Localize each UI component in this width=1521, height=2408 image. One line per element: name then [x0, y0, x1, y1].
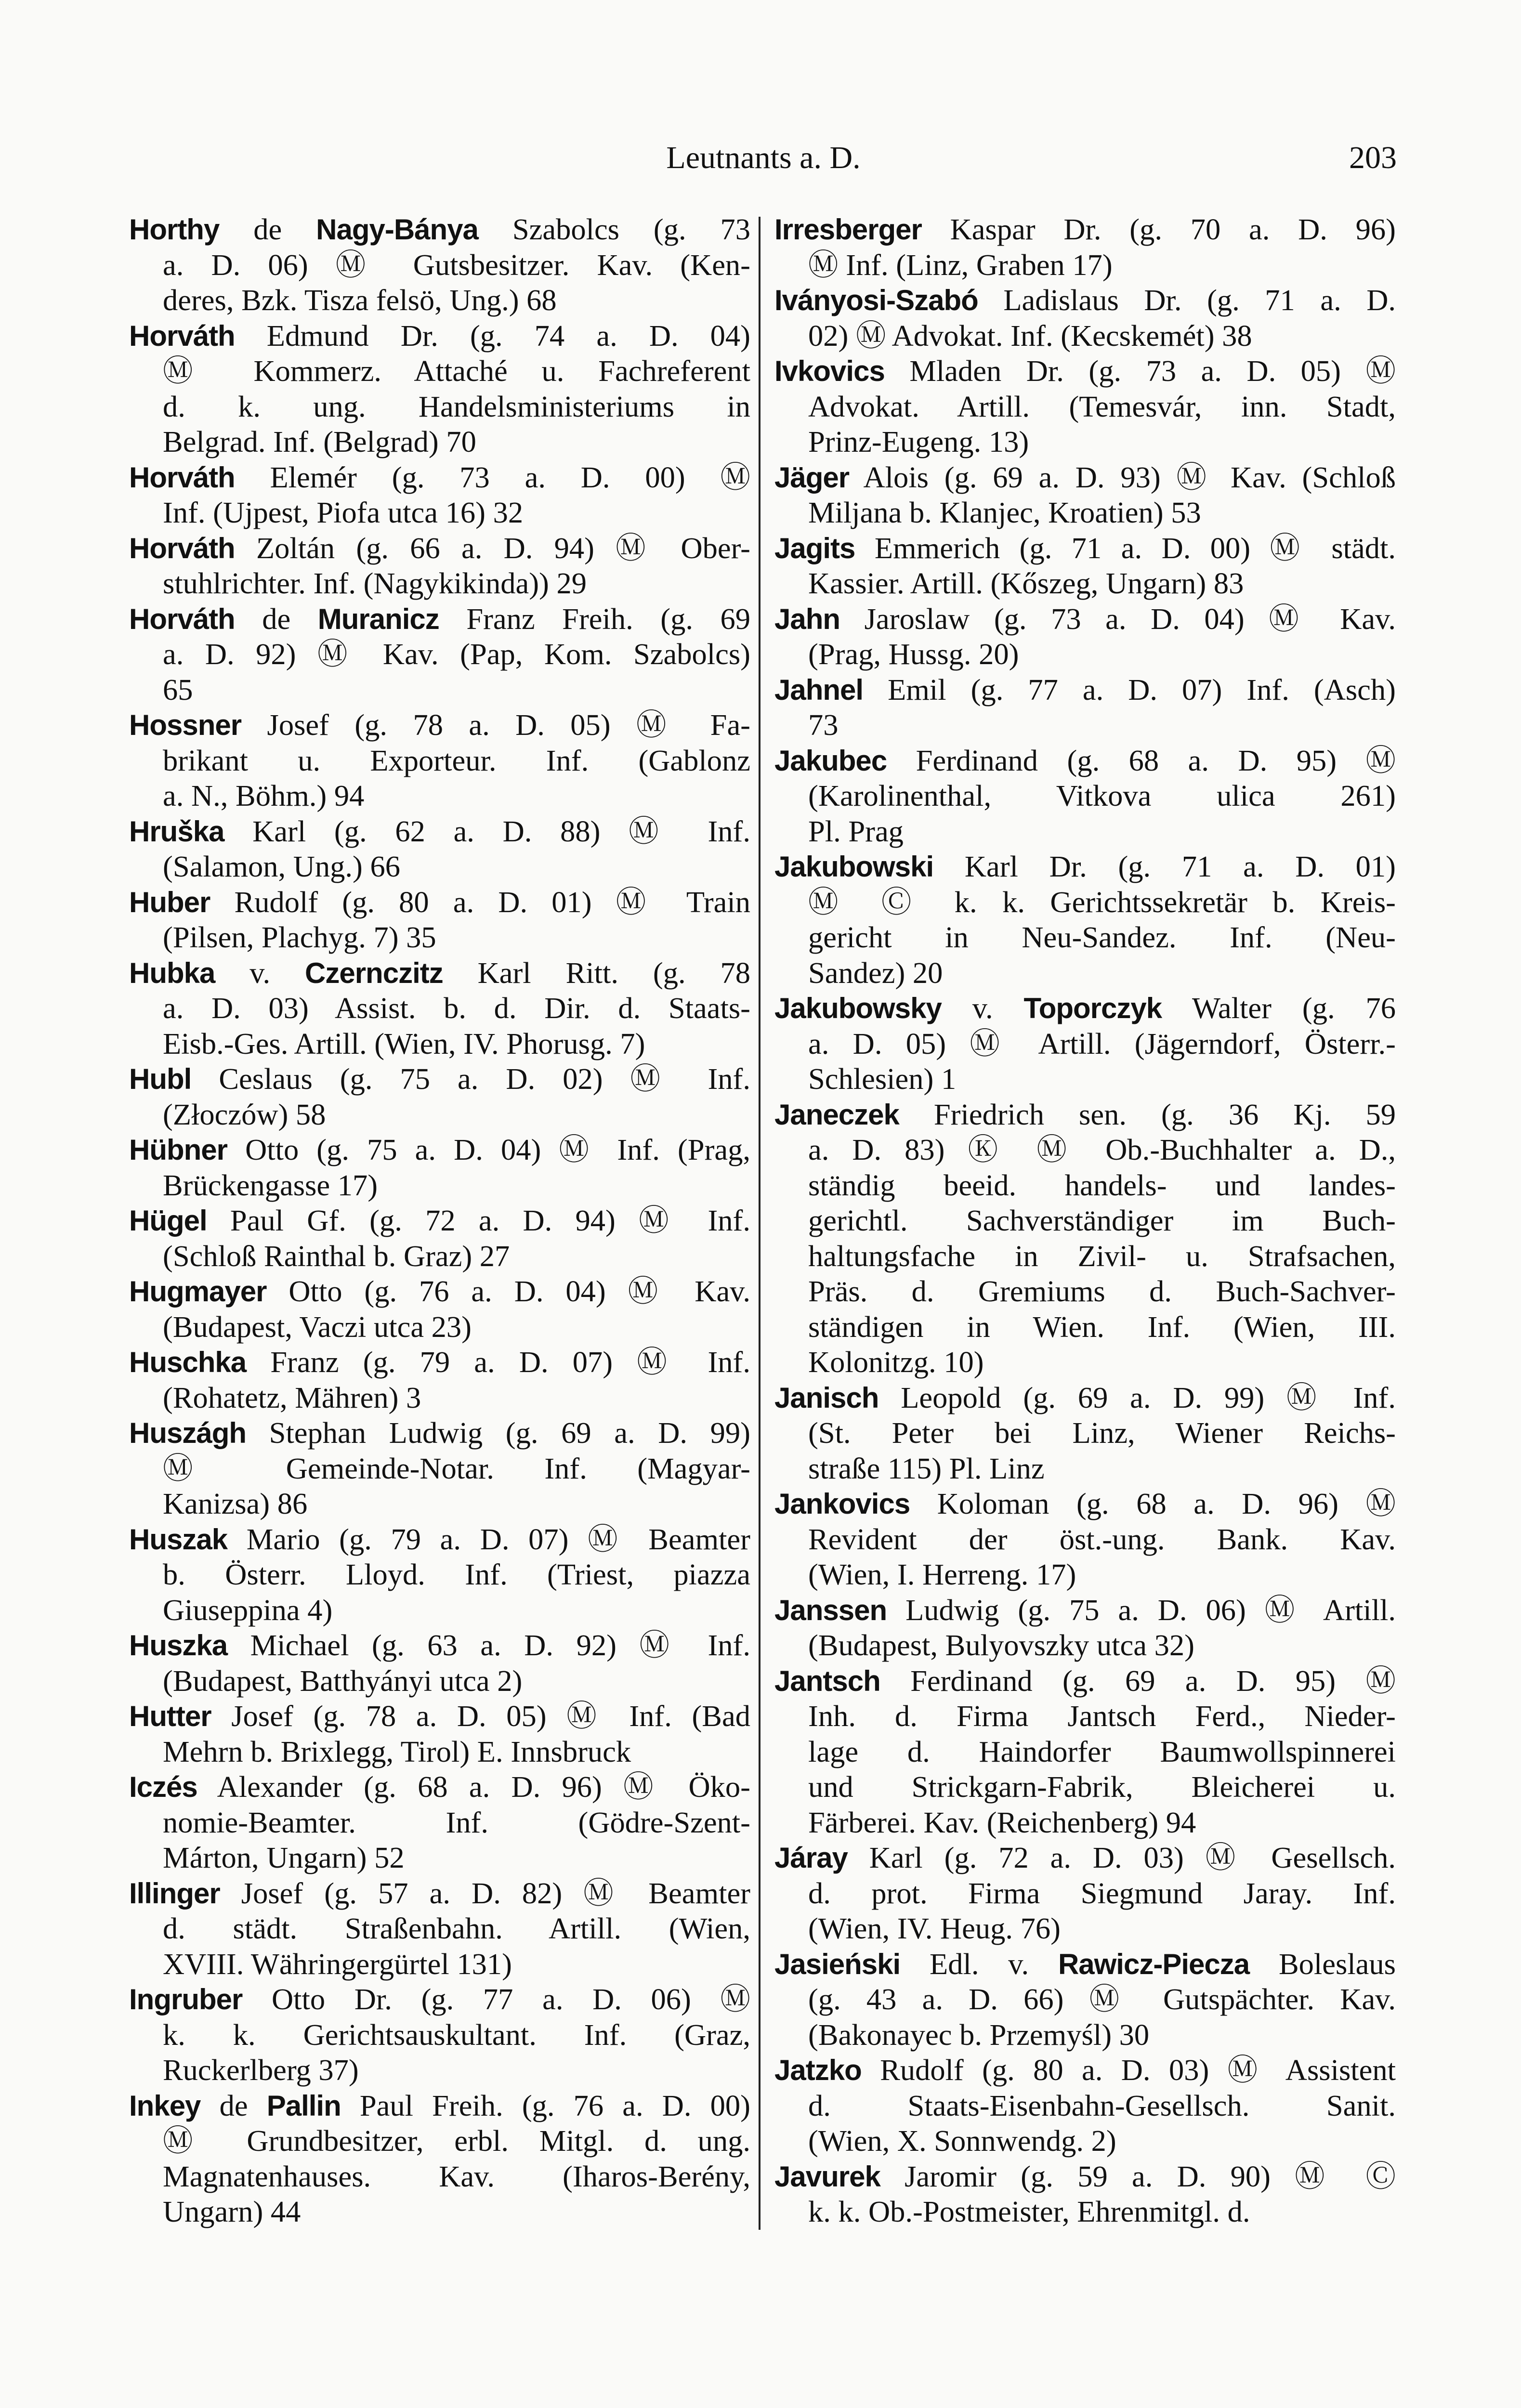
entry-line: Iványosi-Szabó Ladislaus Dr. (g. 71 a. D.	[774, 283, 1396, 317]
entry-line: a. D. 05) Ⓜ Artill. (Jägerndorf, Österr.-	[808, 1026, 1396, 1060]
entry-line: (Bakonayec b. Przemyśl) 30	[808, 2017, 1150, 2052]
entry-line: Ivkovics Mladen Dr. (g. 73 a. D. 05) Ⓜ	[774, 354, 1396, 388]
entry-line: Javurek Jaromir (g. 59 a. D. 90) Ⓜ Ⓒ	[774, 2159, 1396, 2193]
directory-entry	[774, 531, 1396, 602]
entry-surname: Iczés	[129, 1771, 197, 1803]
entry-line: straße 115) Pl. Linz	[808, 1451, 1045, 1485]
entry-line: (Budapest, Vaczi utca 23)	[163, 1309, 472, 1344]
entry-line: ständig beeid. handels- und landes-	[808, 1168, 1396, 1202]
entry-line: Hruška Karl (g. 62 a. D. 88) Ⓜ Inf.	[129, 814, 750, 848]
entry-surname: Jakubowski	[774, 851, 934, 883]
entry-surname: Irresberger	[774, 213, 922, 246]
entry-line: 65	[163, 672, 193, 707]
entry-line: (g. 43 a. D. 66) Ⓜ Gutspächter. Kav.	[808, 1982, 1396, 2016]
entry-line: Huszak Mario (g. 79 a. D. 07) Ⓜ Beamter	[129, 1522, 750, 1556]
entry-line: d. prot. Firma Siegmund Jaray. Inf.	[808, 1876, 1396, 1910]
directory-entry	[774, 1097, 1396, 1380]
directory-entry	[129, 1699, 750, 1769]
entry-line: Inkey de Pallin Paul Freih. (g. 76 a. D. 00)	[129, 2088, 750, 2122]
entry-line: k. k. Ob.-Postmeister, Ehrenmitgl. d.	[808, 2195, 1250, 2228]
entry-surname: Horváth	[129, 532, 235, 564]
directory-entry	[129, 707, 750, 814]
directory-entry	[774, 991, 1396, 1097]
entry-line: Ingruber Otto Dr. (g. 77 a. D. 06) Ⓜ	[129, 1982, 750, 2016]
entry-line: Inh. d. Firma Jantsch Ferd., Nieder-	[808, 1699, 1396, 1733]
directory-entry	[774, 602, 1396, 672]
entry-line: ständigen in Wien. Inf. (Wien, III.	[808, 1309, 1396, 1344]
entry-surname: Hubl	[129, 1063, 192, 1095]
left-column	[129, 212, 750, 2230]
entry-line: Hubka v. Czernczitz Karl Ritt. (g. 78	[129, 955, 750, 990]
entry-line: (Rohatetz, Mähren) 3	[163, 1380, 421, 1414]
entry-line: Präs. d. Gremiums d. Buch-Sachver-	[808, 1274, 1396, 1308]
entry-line: (Budapest, Bulyovszky utca 32)	[808, 1628, 1194, 1662]
entry-line: d. Staats-Eisenbahn-Gesellsch. Sanit.	[808, 2088, 1396, 2122]
directory-entry	[774, 353, 1396, 460]
entry-line: Horváth Edmund Dr. (g. 74 a. D. 04)	[129, 318, 750, 353]
entry-line: Inf. (Ujpest, Piofa utca 16) 32	[163, 496, 524, 529]
entry-line: Kanizsa) 86	[163, 1487, 308, 1520]
entry-surname: Hübner	[129, 1134, 227, 1166]
directory-entry	[129, 1061, 750, 1132]
entry-line: Márton, Ungarn) 52	[163, 1841, 405, 1874]
entry-surname: Jakubowsky	[774, 992, 942, 1024]
entry-line: d. städt. Straßenbahn. Artill. (Wien,	[163, 1911, 750, 1945]
directory-entry	[129, 1203, 750, 1274]
directory-entry	[774, 2053, 1396, 2159]
entry-line: Iczés Alexander (g. 68 a. D. 96) Ⓜ Öko-	[129, 1770, 750, 1804]
entry-line: Schlesien) 1	[808, 1062, 957, 1096]
entry-line: Sandez) 20	[808, 955, 943, 990]
directory-entry	[129, 1132, 750, 1203]
entry-line: nomie-Beamter. Inf. (Gödre-Szent-	[163, 1805, 750, 1839]
directory-entry	[129, 1274, 750, 1345]
entry-line: (Karolinenthal, Vitkova ulica 261)	[808, 779, 1396, 812]
entry-line: a. D. 92) Ⓜ Kav. (Pap, Kom. Szabolcs)	[163, 637, 750, 671]
entry-surname: Nagy-Bánya	[316, 213, 478, 246]
entry-line: (Pilsen, Plachyg. 7) 35	[163, 920, 436, 954]
entry-line: Janisch Leopold (g. 69 a. D. 99) Ⓜ Inf.	[774, 1380, 1396, 1414]
header-title: Leutnants a. D.	[666, 140, 861, 175]
entry-surname: Huszka	[129, 1629, 228, 1662]
entry-surname: Janisch	[774, 1381, 879, 1414]
column-divider	[759, 217, 760, 2230]
entry-line: (Wien, X. Sonnwendg. 2)	[808, 2124, 1116, 2158]
directory-entry	[774, 1663, 1396, 1841]
directory-entry	[129, 1769, 750, 1876]
directory-entry	[129, 955, 750, 1062]
entry-line: gericht in Neu-Sandez. Inf. (Neu-	[808, 920, 1396, 954]
entry-line: Advokat. Artill. (Temesvár, inn. Stadt,	[808, 389, 1396, 423]
directory-entry	[774, 849, 1396, 991]
directory-entry	[774, 1380, 1396, 1487]
entry-line: (Schloß Rainthal b. Graz) 27	[163, 1239, 510, 1273]
directory-entry	[774, 460, 1396, 531]
entry-line: Jäger Alois (g. 69 a. D. 93) Ⓜ Kav. (Schloß	[774, 460, 1396, 494]
directory-entry	[129, 1982, 750, 2088]
entry-line: a. D. 06) Ⓜ Gutsbesitzer. Kav. (Ken-	[163, 248, 750, 282]
entry-line: Ruckerlberg 37)	[163, 2053, 359, 2087]
directory-entry	[774, 212, 1396, 283]
directory-entry	[129, 1522, 750, 1628]
entry-surname: Jatzko	[774, 2054, 862, 2086]
entry-line: Hutter Josef (g. 78 a. D. 05) Ⓜ Inf. (Bad	[129, 1699, 750, 1733]
entry-line: Jahnel Emil (g. 77 a. D. 07) Inf. (Asch)	[774, 672, 1396, 707]
entry-surname: Janssen	[774, 1594, 887, 1626]
entry-line: Huszka Michael (g. 63 a. D. 92) Ⓜ Inf.	[129, 1628, 750, 1662]
entry-surname: Hossner	[129, 709, 242, 741]
entry-surname: Huszak	[129, 1523, 228, 1556]
entry-line: Revident der öst.-ung. Bank. Kav.	[808, 1522, 1396, 1556]
entry-surname: Czernczitz	[305, 956, 443, 989]
entry-surname: Illinger	[129, 1877, 220, 1910]
entry-line: Pl. Prag	[808, 814, 904, 848]
entry-surname: Jagits	[774, 532, 855, 564]
directory-entry	[774, 672, 1396, 743]
entry-surname: Hugmayer	[129, 1275, 267, 1308]
entry-line: Mehrn b. Brixlegg, Tirol) E. Innsbruck	[163, 1734, 631, 1768]
right-column	[774, 212, 1396, 2230]
entry-line: Belgrad. Inf. (Belgrad) 70	[163, 425, 476, 458]
directory-entry	[774, 1840, 1396, 1947]
entry-line: Giuseppina 4)	[163, 1593, 333, 1627]
directory-entry	[129, 1876, 750, 1982]
entry-line: Hübner Otto (g. 75 a. D. 04) Ⓜ Inf. (Prag,	[129, 1133, 750, 1166]
directory-entry	[129, 1415, 750, 1522]
entry-line: Ⓜ Gemeinde-Notar. Inf. (Magyar-	[163, 1451, 750, 1485]
entry-line: 73	[808, 708, 839, 742]
directory-entry	[774, 2159, 1396, 2230]
entry-line: Brückengasse 17)	[163, 1168, 378, 1202]
entry-surname: Rawicz-Piecza	[1058, 1948, 1250, 1980]
entry-line: (Złoczów) 58	[163, 1097, 326, 1131]
directory-entry	[129, 531, 750, 602]
entry-surname: Hügel	[129, 1204, 207, 1237]
entry-line: (Wien, I. Herreng. 17)	[808, 1557, 1076, 1591]
entry-line: a. N., Böhm.) 94	[163, 779, 365, 812]
entry-surname: Jankovics	[774, 1488, 910, 1520]
entry-line: Ungarn) 44	[163, 2195, 301, 2228]
entry-line: Hossner Josef (g. 78 a. D. 05) Ⓜ Fa-	[129, 708, 750, 742]
entry-surname: Horváth	[129, 602, 235, 635]
entry-line: a. D. 83) Ⓚ Ⓜ Ob.-Buchhalter a. D.,	[808, 1133, 1396, 1166]
directory-entry	[774, 283, 1396, 353]
entry-line: XVIII. Währingergürtel 131)	[163, 1947, 512, 1981]
entry-line: brikant u. Exporteur. Inf. (Gablonz	[163, 743, 750, 777]
entry-line: Huber Rudolf (g. 80 a. D. 01) Ⓜ Train	[129, 885, 750, 919]
entry-surname: Inkey	[129, 2089, 201, 2122]
entry-line: Ⓜ Grundbesitzer, erbl. Mitgl. d. ung.	[163, 2124, 750, 2158]
entry-line: Huschka Franz (g. 79 a. D. 07) Ⓜ Inf.	[129, 1345, 750, 1379]
entry-line: Jankovics Koloman (g. 68 a. D. 96) Ⓜ	[774, 1487, 1396, 1520]
directory-entry	[774, 1947, 1396, 2053]
entry-surname: Toporczyk	[1023, 992, 1162, 1024]
entry-line: (Wien, IV. Heug. 76)	[808, 1911, 1061, 1945]
entry-line: Jantsch Ferdinand (g. 69 a. D. 95) Ⓜ	[774, 1663, 1396, 1698]
entry-line: Járay Karl (g. 72 a. D. 03) Ⓜ Gesellsch.	[774, 1841, 1396, 1874]
entry-line: Jagits Emmerich (g. 71 a. D. 00) Ⓜ städt.	[774, 531, 1396, 565]
entry-line: Ⓜ Ⓒ k. k. Gerichtssekretär b. Kreis-	[808, 885, 1396, 919]
entry-line: (Salamon, Ung.) 66	[163, 850, 400, 883]
entry-surname: Horváth	[129, 461, 235, 494]
entry-line: Jakubec Ferdinand (g. 68 a. D. 95) Ⓜ	[774, 743, 1396, 777]
running-header	[130, 140, 1397, 188]
directory-entry	[129, 460, 750, 531]
entry-line: Janssen Ludwig (g. 75 a. D. 06) Ⓜ Artill.	[774, 1593, 1396, 1627]
entry-line: Jakubowsky v. Toporczyk Walter (g. 76	[774, 991, 1396, 1025]
entry-line: Illinger Josef (g. 57 a. D. 82) Ⓜ Beamter	[129, 1876, 750, 1910]
entry-line: (Prag, Hussg. 20)	[808, 637, 1019, 671]
entry-line: Horváth de Muranicz Franz Freih. (g. 69	[129, 602, 750, 636]
entry-line: k. k. Gerichtsauskultant. Inf. (Graz,	[163, 2017, 750, 2052]
entry-surname: Ivkovics	[774, 355, 885, 387]
entry-surname: Hubka	[129, 956, 215, 989]
entry-surname: Jahn	[774, 602, 840, 635]
entry-surname: Javurek	[774, 2160, 880, 2193]
entry-line: Ⓜ Inf. (Linz, Graben 17)	[808, 248, 1113, 282]
entry-line: Huszágh Stephan Ludwig (g. 69 a. D. 99)	[129, 1416, 750, 1450]
entry-line: Horváth Zoltán (g. 66 a. D. 94) Ⓜ Ober-	[129, 531, 750, 565]
entry-line: Hugmayer Otto (g. 76 a. D. 04) Ⓜ Kav.	[129, 1274, 750, 1308]
entry-surname: Jäger	[774, 461, 850, 494]
entry-surname: Iványosi-Szabó	[774, 284, 978, 316]
entry-line: Jakubowski Karl Dr. (g. 71 a. D. 01)	[774, 850, 1396, 883]
directory-entry	[129, 318, 750, 460]
entry-surname: Jasieński	[774, 1948, 901, 1980]
directory-entry	[129, 1345, 750, 1415]
entry-surname: Ingruber	[129, 1983, 243, 2015]
entry-line: lage d. Haindorfer Baumwollspinnerei	[808, 1734, 1396, 1768]
entry-surname: Hruška	[129, 815, 224, 848]
entry-surname: Huszágh	[129, 1417, 247, 1449]
entry-line: Eisb.-Ges. Artill. (Wien, IV. Phorusg. 7)	[163, 1026, 645, 1060]
entry-surname: Huschka	[129, 1346, 247, 1378]
entry-line: Magnatenhauses. Kav. (Iharos-Berény,	[163, 2159, 750, 2193]
entry-surname: Huber	[129, 886, 210, 918]
entry-line: Horthy de Nagy-Bánya Szabolcs (g. 73	[129, 212, 750, 246]
entry-line: und Strickgarn-Fabrik, Bleicherei u.	[808, 1770, 1396, 1804]
entry-surname: Horthy	[129, 213, 220, 246]
entry-line: Ⓜ Kommerz. Attaché u. Fachreferent	[163, 354, 750, 388]
entry-line: Kassier. Artill. (Kőszeg, Ungarn) 83	[808, 566, 1244, 600]
directory-entry	[129, 2088, 750, 2230]
directory-entry	[774, 1593, 1396, 1663]
entry-surname: Jantsch	[774, 1664, 880, 1697]
entry-surname: Jahnel	[774, 673, 864, 706]
entry-surname: Jakubec	[774, 744, 887, 777]
entry-line: Hügel Paul Gf. (g. 72 a. D. 94) Ⓜ Inf.	[129, 1204, 750, 1237]
entry-line: d. k. ung. Handelsministeriums in	[163, 389, 750, 423]
entry-line: haltungsfache in Zivil- u. Strafsachen,	[808, 1239, 1396, 1273]
entry-line: Kolonitzg. 10)	[808, 1345, 984, 1379]
entry-line: gerichtl. Sachverständiger im Buch-	[808, 1204, 1396, 1237]
entry-line: stuhlrichter. Inf. (Nagykikinda)) 29	[163, 566, 587, 600]
directory-entry	[129, 602, 750, 708]
page-number: 203	[1349, 140, 1397, 175]
directory-entry	[774, 743, 1396, 850]
entry-surname: Janeczek	[774, 1098, 899, 1131]
entry-line: b. Österr. Lloyd. Inf. (Triest, piazza	[163, 1557, 750, 1591]
entry-line: (Budapest, Batthyányi utca 2)	[163, 1663, 523, 1698]
entry-line: Jahn Jaroslaw (g. 73 a. D. 04) Ⓜ Kav.	[774, 602, 1396, 636]
entry-surname: Muranicz	[317, 602, 439, 635]
entry-line: Prinz-Eugeng. 13)	[808, 425, 1029, 458]
directory-entry	[774, 1486, 1396, 1593]
entry-line: Färberei. Kav. (Reichenberg) 94	[808, 1805, 1196, 1839]
directory-entry	[129, 212, 750, 318]
directory-entry	[129, 1628, 750, 1699]
entry-line: a. D. 03) Assist. b. d. Dir. d. Staats-	[163, 991, 750, 1025]
entry-line: Miljana b. Klanjec, Kroatien) 53	[808, 496, 1201, 529]
entry-surname: Hutter	[129, 1700, 211, 1732]
entry-line: Horváth Elemér (g. 73 a. D. 00) Ⓜ	[129, 460, 750, 494]
entry-line: (St. Peter bei Linz, Wiener Reichs-	[808, 1416, 1396, 1450]
entry-line: Janeczek Friedrich sen. (g. 36 Kj. 59	[774, 1097, 1396, 1131]
entry-surname: Pallin	[266, 2089, 341, 2122]
directory-entry	[129, 814, 750, 885]
entry-line: Jasieński Edl. v. Rawicz-Piecza Boleslaus	[774, 1947, 1396, 1981]
entry-line: 02) Ⓜ Advokat. Inf. (Kecskemét) 38	[808, 318, 1252, 353]
entry-line: Hubl Ceslaus (g. 75 a. D. 02) Ⓜ Inf.	[129, 1062, 750, 1096]
entry-line: Irresberger Kaspar Dr. (g. 70 a. D. 96)	[774, 212, 1396, 246]
entry-surname: Járay	[774, 1842, 848, 1874]
entry-line: deres, Bzk. Tisza felsö, Ung.) 68	[163, 283, 557, 317]
directory-entry	[129, 885, 750, 955]
entry-line: Jatzko Rudolf (g. 80 a. D. 03) Ⓜ Assistent	[774, 2053, 1396, 2087]
entry-surname: Horváth	[129, 319, 235, 352]
